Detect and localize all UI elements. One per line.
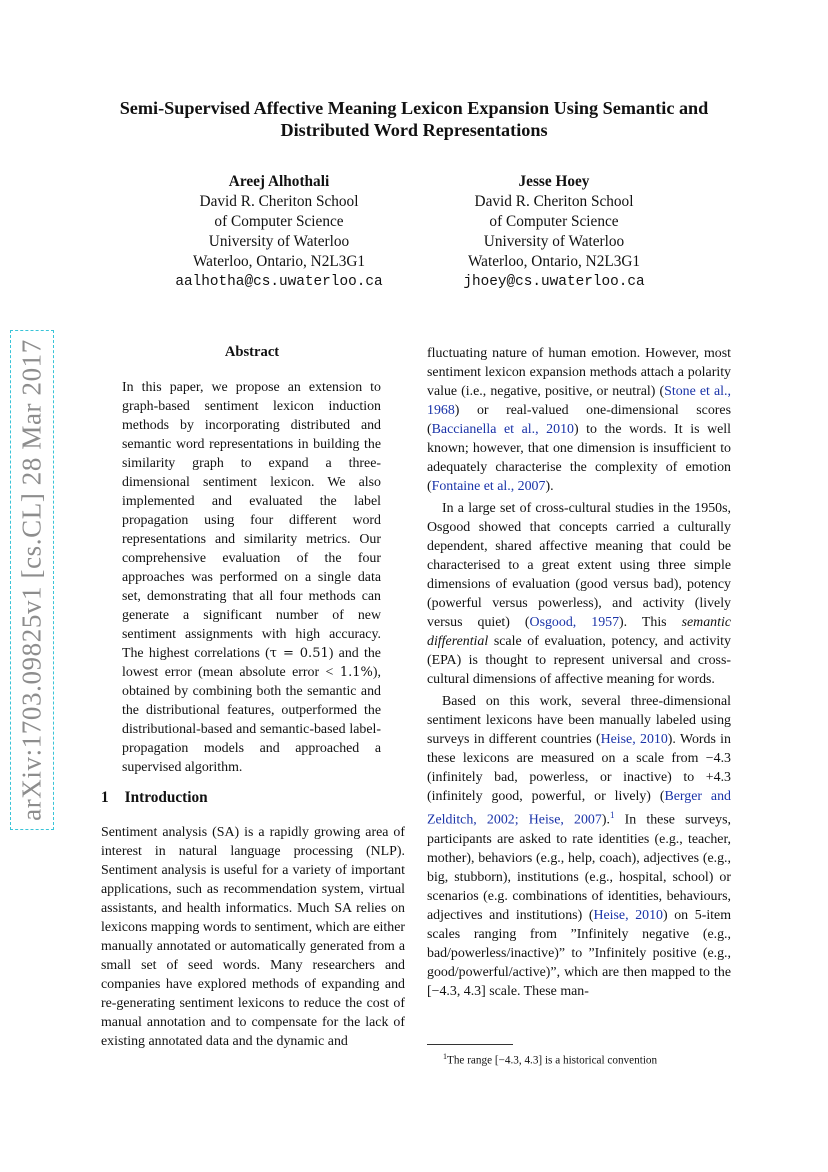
footnote-divider bbox=[427, 1044, 513, 1045]
arxiv-id: arXiv:1703.09825v1 [cs.CL] 28 Mar 2017 bbox=[16, 339, 47, 821]
tau-value: τ = 0.51 bbox=[269, 646, 329, 661]
text-segment: ). Words in these lexicons are measured on a scale from −4.3 (infinitely bad, powerless, or inactive) to +4.3 (infinitely good, powerful, or lively) ( bbox=[427, 732, 731, 804]
footnote-text: The range [−4.3, 4.3] is a historical convention bbox=[447, 1054, 658, 1067]
author-address: Waterloo, Ontario, N2L3G1 bbox=[467, 253, 641, 270]
paper-title: Semi-Supervised Affective Meaning Lexicon Expansion Using Semantic and Distributed Word Representations bbox=[119, 98, 709, 140]
footnote-mark: 1 bbox=[443, 1052, 447, 1061]
author-name: Areej Alhothali bbox=[228, 173, 330, 190]
text-segment: fluctuating nature of human emotion. However, most sentiment lexicon expansion methods attach a polarity value (i.e., negative, positive, or neutral) ( bbox=[427, 346, 731, 399]
arxiv-stamp[interactable] bbox=[10, 330, 54, 830]
citation-link[interactable]: Heise, 2010 bbox=[600, 732, 668, 747]
text-segment: scale of evaluation, potency, and activity (EPA) is thought to represent universal and cross-cultural dimensions of affective meaning for words. bbox=[427, 634, 731, 687]
author-block bbox=[150, 172, 408, 292]
author-affiliation: of Computer Science bbox=[489, 213, 619, 230]
paragraph bbox=[427, 692, 731, 1001]
text-segment: ) or real-valued one-dimensional scores ( bbox=[427, 403, 731, 437]
author-email: jhoey@cs.uwaterloo.ca bbox=[463, 274, 645, 290]
author-affiliation: University of Waterloo bbox=[483, 233, 625, 250]
section-number: 1 bbox=[101, 789, 109, 806]
citation-link[interactable]: Osgood, 1957 bbox=[529, 615, 620, 630]
abstract-segment: ) and the lowest error (mean absolute error < bbox=[122, 646, 381, 680]
text-segment: ) to the words. It is well known; however, that one dimension is insufficient to adequately characterise the complexity of emotion ( bbox=[427, 422, 731, 494]
citation-link[interactable]: Berger and Zelditch, 2002; Heise, 2007 bbox=[427, 789, 731, 828]
citation-link[interactable]: Baccianella et al., 2010 bbox=[431, 422, 574, 437]
author-address: Waterloo, Ontario, N2L3G1 bbox=[192, 253, 366, 270]
abstract-segment: In this paper, we propose an extension to graph-based sentiment lexicon induction methods by incorporating distributed and semantic word representations in building the similarity graph to expand a three-dimensional sentiment lexicon. We also implemented and evaluated the label propagation using four different word representations and similarity metrics. Our comprehensive evaluation of the four approaches was performed on a single data set, demonstrating that all four methods can generate a significant number of new sentiment assignments with high accuracy. The highest correlations ( bbox=[122, 380, 381, 661]
abstract-segment: ), obtained by combining both the semantic and the distributional features, outperformed the distributional-based and semantic-based label-propagation models and approached a supervised algorithm. bbox=[122, 665, 381, 775]
author-name: Jesse Hoey bbox=[518, 173, 590, 190]
text-segment: Based on this work, several three-dimensional sentiment lexicons have been manually labeled using surveys in different countries ( bbox=[427, 694, 731, 747]
section-heading bbox=[101, 789, 208, 807]
text-segment: In a large set of cross-cultural studies in the 1950s, Osgood showed that concepts carried a culturally dependent, shared affective meaning that could be characterised to a great extent using three simple dimensions of evaluation (good versus bad), potency (powerful versus powerless), and activity (lively versus quiet) ( bbox=[427, 501, 731, 630]
author-block bbox=[425, 172, 683, 292]
paragraph bbox=[427, 499, 731, 689]
paragraph bbox=[427, 344, 731, 496]
text-segment: ). This bbox=[619, 615, 682, 630]
section-title: Introduction bbox=[124, 789, 208, 806]
right-column bbox=[427, 344, 731, 1001]
mae-value: 1.1% bbox=[339, 665, 373, 680]
text-segment: ). bbox=[545, 479, 554, 494]
abstract-text bbox=[122, 378, 381, 777]
emphasis-text: semantic differential bbox=[427, 615, 731, 649]
introduction-body bbox=[101, 823, 405, 1051]
footnote-marker[interactable]: 1 bbox=[609, 810, 615, 820]
intro-paragraph: Sentiment analysis (SA) is a rapidly growing area of interest in natural language processing (NLP). Sentiment analysis is useful for a variety of important applications, such as recommendation system, virtual assistants, and health informatics. Much SA relies on lexicons mapping words to sentiment, which are either manually annotated or automatically generated from a small set of seed words. Many researchers and companies have explored methods of expanding and re-generating sentiment lexicons to reduce the cost of manual annotation and to compensate for the lack of existing annotated data and the dynamic and bbox=[101, 825, 405, 1049]
text-segment: ) on 5-item scales ranging from ”Infinitely negative (e.g., bad/powerless/inactive)” to ”Infinitely positive (e.g., good/powerful/active)”, which are then mapped to the [−4.3, 4.3] scale. These man- bbox=[427, 907, 732, 999]
citation-link[interactable]: Fontaine et al., 2007 bbox=[431, 479, 546, 494]
author-affiliation: University of Waterloo bbox=[208, 233, 350, 250]
text-segment: ). bbox=[601, 812, 610, 828]
author-email: aalhotha@cs.uwaterloo.ca bbox=[175, 274, 383, 290]
abstract-heading: Abstract bbox=[224, 344, 280, 360]
footnote bbox=[443, 1050, 731, 1068]
author-affiliation: David R. Cheriton School bbox=[474, 193, 634, 210]
text-segment: In these surveys, participants are asked to rate identities (e.g., teacher, mother), behaviors (e.g., help, coach), adjectives (e.g., big, stubborn), institutions (e.g., hospital, school) or scenarios (e.g. combinations of identities, behaviours, adjectives and institutions) ( bbox=[427, 812, 731, 923]
author-affiliation: David R. Cheriton School bbox=[199, 193, 359, 210]
citation-link[interactable]: Heise, 2010 bbox=[593, 907, 663, 923]
author-affiliation: of Computer Science bbox=[214, 213, 344, 230]
citation-link[interactable]: Stone et al., 1968 bbox=[427, 384, 731, 418]
abstract-body bbox=[122, 378, 381, 777]
